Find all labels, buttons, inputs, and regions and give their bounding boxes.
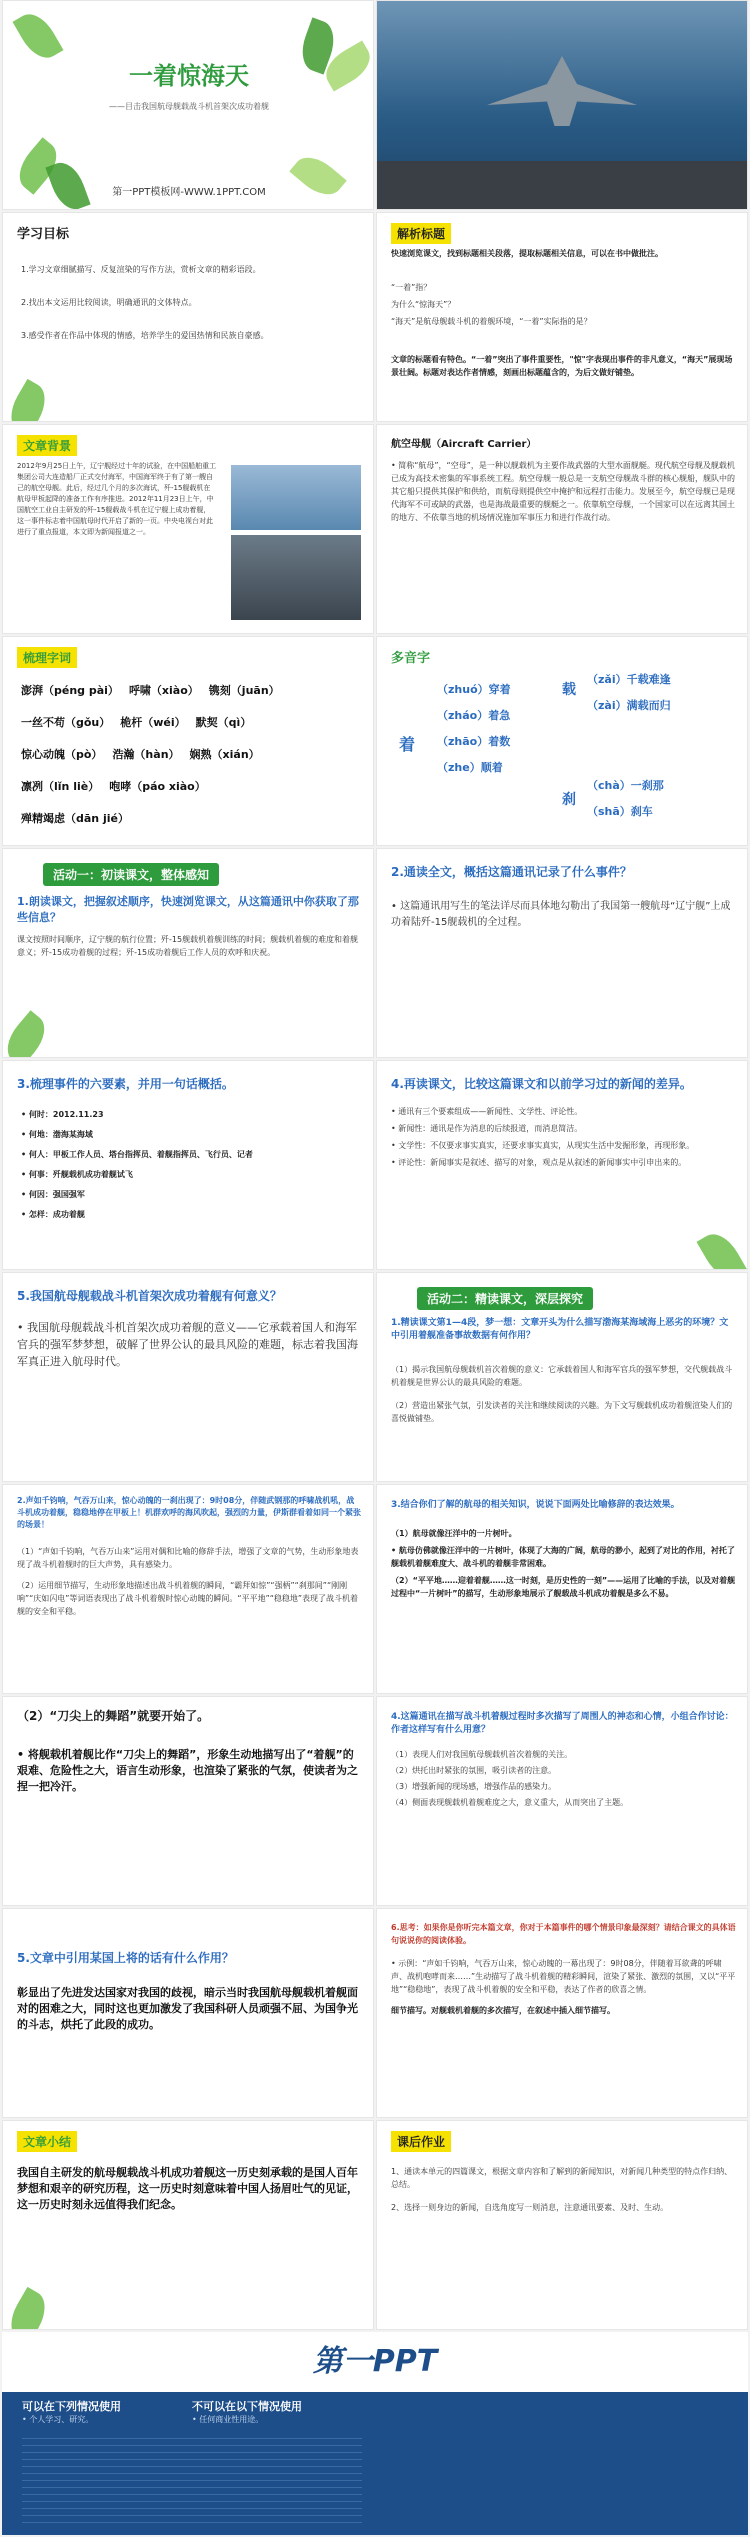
element-item: • 怎样：成功着舰 [21, 1210, 85, 1219]
polyphones-title: 多音字 [391, 651, 431, 666]
deck-photo [231, 535, 361, 620]
activity2-question: 1.精读课文第1—4段，梦一想：文章开头为什么描写渤海某海域海上恶劣的环境？文中引用着舰准备事故数据有何作用？ [391, 1318, 729, 1341]
page-title: 一着惊海天 [129, 61, 249, 90]
char-sha: 刹 [562, 792, 576, 808]
vocab-title: 梳理字词 [17, 647, 77, 668]
reading: （zài）满载而归 [587, 699, 671, 712]
slide-dance [2, 1696, 374, 1906]
can-use-sub: • 个人学习、研究。 [22, 2415, 94, 2424]
vocab-word: 殚精竭虑（dān jié） [21, 812, 129, 825]
vocab-word: 咆哮（páo xiào） [109, 780, 206, 793]
vocab-word: 默契（qì） [195, 716, 252, 729]
jet-photo [231, 465, 361, 530]
carrier-body: • 简称“航母”，“空母”，是一种以舰载机为主要作战武器的大型水面舰艇。现代航空母舰及舰载机已成为高技术密集的军事系统工程。航空母舰一般总是一支航空母舰战斗群的核心舰船，舰队中的其它船只提供其保护和供给，而航母则提供空中掩护和远程打击能力。发展至今，航空母舰已是现代海军不可或缺的武器，也是海战最重要的舰艇之一。依靠航空母舰，一个国家可以在远离其国土的地方、不依靠当地的机场情况施加军事压力和进行作战行动。 [391, 461, 735, 522]
q4-item: （3）增强新闻的现场感，增强作品的感染力。 [391, 1782, 557, 1791]
activity1-question: 1.朗读课文，把握叙述顺序，快速浏览课文，从这篇通讯中你获取了那些信息？ [17, 895, 359, 924]
vocab-word: 凛冽（lǐn liè） [21, 780, 100, 793]
vocab-word: 一丝不苟（gǒu） [21, 716, 111, 729]
elements-question: 3.梳理事件的六要素，并用一句话概括。 [17, 1077, 234, 1091]
summary-title: 文章小结 [17, 2131, 77, 2152]
slide-objectives [2, 212, 374, 422]
slide-six-elements [2, 1060, 374, 1270]
slide-footer [2, 2332, 748, 2535]
activity1-answer: 课文按照时间顺序，辽宁舰的航行位置；歼-15舰载机着舰训练的时间；舰载机着舰的难度和着舰意义；歼-15成功着舰的过程；歼-15成功着舰后工作人员的欢呼和庆祝。 [17, 935, 359, 957]
vocab-word: 镌刻（juān） [208, 684, 280, 697]
compare-item: • 新闻性：通讯是作为消息的后续报道，而消息简洁。 [391, 1124, 583, 1133]
footer-logo[interactable]: 第一PPT [2, 2332, 748, 2392]
slide-activity2 [376, 1272, 748, 1482]
objective-item: 3.感受作者在作品中体现的情感，培养学生的爱国热情和民族自豪感。 [21, 331, 269, 340]
slide-event [376, 848, 748, 1058]
slide-activity1 [2, 848, 374, 1058]
q4-item: （4）侧面表现舰载机着舰难度之大，意义重大，从而突出了主题。 [391, 1798, 629, 1807]
slide-q5 [2, 1908, 374, 2118]
q4-item: （2）烘托出时紧张的氛围，吸引读者的注意。 [391, 1766, 557, 1775]
vocab-word: 娴熟（xián） [189, 748, 260, 761]
char-zhe: 着 [399, 735, 416, 754]
can-use-title: 可以在下列情况使用 [22, 2400, 121, 2413]
slide-q2 [2, 1484, 374, 1694]
photo-slide [376, 0, 748, 210]
carrier-title: 航空母舰（Aircraft Carrier） [391, 439, 537, 450]
reading: （zhuó）穿着 [437, 683, 511, 696]
background-body: 2012年9月25日上午，辽宁舰经过十年的试验，在中国船舶重工集团公司大连造船厂正式交付海军，中国海军终于有了第一艘自己的航空母舰。此后，经过几个月的多次海试，歼-15舰载机在航母甲板起降的准备工作有序推进。2012年11月23日上午，中国航空工业自主研发的歼-15舰载战斗机在辽宁舰上成功着舰，这一事件标志着中国航母时代开启了新的一页。中央电视台对此进行了重点报道，本文即为新闻报道之一。 [17, 462, 217, 536]
significance-answer: • 我国航母舰载战斗机首架次成功着舰的意义——它承载着国人和海军官兵的强军梦梦想，破解了世界公认的最具风险的难题，标志着我国海军真正进入航母时代。 [17, 1321, 358, 1368]
vocab-word: 浩瀚（hàn） [112, 748, 180, 761]
slide-summary [2, 2120, 374, 2330]
slide-polyphones [376, 636, 748, 846]
dance-title: （2）“刀尖上的舞蹈”就要开始了。 [17, 1709, 210, 1723]
element-item: • 何因：强国强军 [21, 1190, 85, 1199]
element-item: • 何事：歼舰载机成功着舰试飞 [21, 1170, 133, 1179]
slide-homework [376, 2120, 748, 2330]
vocab-word: 澎湃（péng pài） [21, 684, 119, 697]
significance-question: 5.我国航母舰载战斗机首架次成功着舰有何意义？ [17, 1289, 282, 1303]
question: “一着”指？ [391, 283, 432, 292]
reading: （shā）刹车 [587, 805, 653, 818]
reading: （zhāo）着数 [437, 735, 511, 748]
reading: （chà）一刹那 [587, 779, 664, 792]
analysis-answer: 文章的标题看有特色。“一着”突出了事件重要性，"惊"字表现出事件的非凡意义，“海天”展现场景壮阔。标题对表达作者情感，刻画出标题蕴含的，为后文做好铺垫。 [391, 355, 733, 377]
compare-item: • 评论性：新闻事实是叙述、描写的对象，观点是从叙述的新闻事实中引申出来的。 [391, 1158, 687, 1167]
q2-answer: （2）运用细节描写，生动形象地描述出战斗机着舰的瞬间，“霸拜如惊”“强柄”“刹那间”“刚刚响”“庆如闪电”等词语表现出了战斗机着舰时惊心动魄的瞬间。“平平地”“稳稳地”表现了战斗机着舰的安全和平稳。 [17, 1581, 359, 1616]
element-item: • 何人：甲板工作人员、塔台指挥员、着舰指挥员、飞行员、记者 [21, 1150, 253, 1159]
carrier-deck [377, 161, 748, 210]
slide-background [2, 424, 374, 634]
reading: （zǎi）千载难逢 [587, 673, 671, 686]
slide-compare [376, 1060, 748, 1270]
subtitle: ——目击我国航母舰载战斗机首架次成功着舰 [109, 102, 269, 111]
homework-title: 课后作业 [391, 2131, 451, 2152]
background-title: 文章背景 [17, 435, 77, 456]
question: “海天”是航母舰载斗机的着舰环境，“一着”实际指的是？ [391, 317, 592, 326]
q3-question: 3.结合你们了解的航母的相关知识，说说下面两处比喻修辞的表达效果。 [391, 1500, 680, 1510]
event-question: 2.通读全文，概括这篇通讯记录了什么事件？ [391, 865, 632, 879]
slide-carrier [376, 424, 748, 634]
char-zai: 载 [562, 682, 576, 698]
q3-item: （2）“平平地……迎着着舰……这一时刻，是历史性的一刻”——运用了比喻的手法，以及对着舰过程中“一片树叶”的描写，生动形象地展示了舰载战斗机成功着舰是多么不易。 [391, 1576, 736, 1598]
q2-question: 2.声如千钧响，气吞万山来，惊心动魄的一刹出现了：9时08分，伴随武钢那的呼啸战机吼，战斗机成功着舰，稳稳地停在甲板上！机群欢呼的海风吹起，强烈的力量，伊斯群看着如同一个紧张的场景！ [17, 1496, 361, 1529]
cannot-use-sub: • 任何商业性用途。 [192, 2415, 264, 2424]
slide-q6 [376, 1908, 748, 2118]
vocab-word: 呼啸（xiào） [128, 684, 199, 697]
objectives-title: 学习目标 [17, 227, 70, 242]
analysis-lead: 快速浏览课文，找到标题相关段落，提取标题相关信息，可以在书中做批注。 [391, 249, 663, 258]
vocab-word: 桅杆（wéi） [120, 716, 186, 729]
homework-item: 1、通读本单元的四篇课文，根据文章内容和了解到的新闻知识，对新闻几种类型的特点作归纳、总结。 [391, 2167, 733, 2189]
q6-note: 细节描写。对舰载机着舰的多次描写，在叙述中插入细节描写。 [391, 2006, 615, 2015]
event-answer: • 这篇通讯用写生的笔法详尽而具体地勾勒出了我国第一艘航母“辽宁舰”上成功着陆歼-15舰载机的全过程。 [391, 901, 731, 928]
activity2-answer: （2）营造出紧张气氛，引发读者的关注和继续阅读的兴趣。为下文写舰载机成功着舰渲染人们的喜悦做铺垫。 [391, 1401, 733, 1423]
activity2-answer: （1）揭示我国航母舰载机首次着舰的意义：它承载着国人和海军官兵的强军梦想，交代舰载战斗机着舰是世界公认的最具风险的难题。 [391, 1365, 733, 1387]
element-item: • 何时：2012.11.23 [21, 1110, 104, 1119]
slide-significance [2, 1272, 374, 1482]
q6-question: 6.思考：如果你是你听完本篇文章，你对于本篇事件的哪个情景印象最深刻？请结合课文的具体语句说说你的阅读体验。 [391, 1923, 736, 1945]
compare-item: • 文学性：不仅要求事实真实，还要求事实真实，从现实生活中发掘形象，再现形象。 [391, 1141, 695, 1150]
activity2-pill: 活动二：精读课文，深层探究 [417, 1287, 593, 1310]
vocab-word: 惊心动魄（pò） [21, 748, 103, 761]
activity1-pill: 活动一：初读课文，整体感知 [43, 863, 219, 886]
summary-body: 我国自主研发的航母舰载战斗机成功着舰这一历史刻承载的是国人百年梦想和艰辛的研究历程，这一历史时刻意味着中国人扬眉吐气的见证，这一历史时刻永远值得我们纪念。 [17, 2166, 358, 2211]
q2-answer: （1）“声如千钧响，气吞万山来”运用对偶和比喻的修辞手法，增强了文章的气势，生动形象地表现了战斗机着舰时的巨大声势，具有感染力。 [17, 1547, 359, 1569]
q4-question: 4.这篇通讯在描写战斗机着舰过程时多次描写了周围人的神态和心情，小组合作讨论：作者这样写有什么用意？ [391, 1712, 734, 1735]
brand-link[interactable]: 第一PPT模板网-WWW.1PPT.COM [112, 187, 266, 198]
q5-answer: 彰显出了先进发达国家对我国的歧视，暗示当时我国航母舰载机着舰面对的困难之大，同时这也更加激发了我国科研人员顽强不屈、为国争光的斗志，烘托了此段的成功。 [17, 1986, 358, 2031]
reading: （zháo）着急 [437, 709, 511, 722]
question: 为什么“惊海天”？ [391, 300, 456, 309]
slide-q4 [376, 1696, 748, 1906]
compare-question: 4.再读课文，比较这篇课文和以前学习过的新闻的差异。 [391, 1077, 692, 1091]
objective-item: 1.学习文章细腻描写、反复渲染的写作方法，赏析文章的精彩语段。 [21, 265, 261, 274]
reading: （zhe）顺着 [437, 761, 503, 774]
objective-item: 2.找出本文运用比较阅读，明确通讯的文体特点。 [21, 298, 197, 307]
slide-q3 [376, 1484, 748, 1694]
element-item: • 何地：渤海某海域 [21, 1130, 93, 1139]
q3-item: （1）航母就像汪洋中的一片树叶。 [391, 1529, 517, 1538]
compare-item: • 通讯有三个要素组成——新闻性、文学性、评论性。 [391, 1107, 583, 1116]
q3-item: • 航母仿佛就像汪洋中的一片树叶，体现了大海的广阔，航母的渺小，起到了对比的作用，衬托了舰载机着舰难度大、战斗机的着舰非常困难。 [391, 1546, 735, 1568]
slide-title [2, 0, 374, 210]
homework-item: 2、选择一则身边的新闻，自选角度写一则消息，注意通讯要素、及时、生动。 [391, 2203, 669, 2212]
slide-vocab [2, 636, 374, 846]
footer-links [22, 2432, 362, 2527]
q5-question: 5.文章中引用某国上将的话有什么作用？ [17, 1951, 234, 1965]
q6-example: • 示例：“声如千钧响，气吞万山来，惊心动魄的一幕出现了：9时08分，伴随着耳欲聋的呼啸声、战机咆哮而来……”生动描写了战斗机着舰的精彩瞬间，渲染了紧张、激烈的氛围，又以“平平地”“稳稳地”，表现了战斗机着舰的安全和平稳，表达了作者的欣喜之情。 [391, 1959, 736, 1994]
cannot-use-title: 不可以在以下情况使用 [192, 2400, 302, 2413]
slide-title-analysis [376, 212, 748, 422]
dance-body: • 将舰载机着舰比作“刀尖上的舞蹈”，形象生动地描写出了“着舰”的艰难、危险性之大，语言生动形象，也渲染了紧张的气氛，使读者为之捏一把冷汗。 [17, 1748, 358, 1793]
q4-item: （1）表现人们对我国航母舰载机首次着舰的关注。 [391, 1750, 573, 1759]
analysis-title: 解析标题 [391, 223, 451, 244]
